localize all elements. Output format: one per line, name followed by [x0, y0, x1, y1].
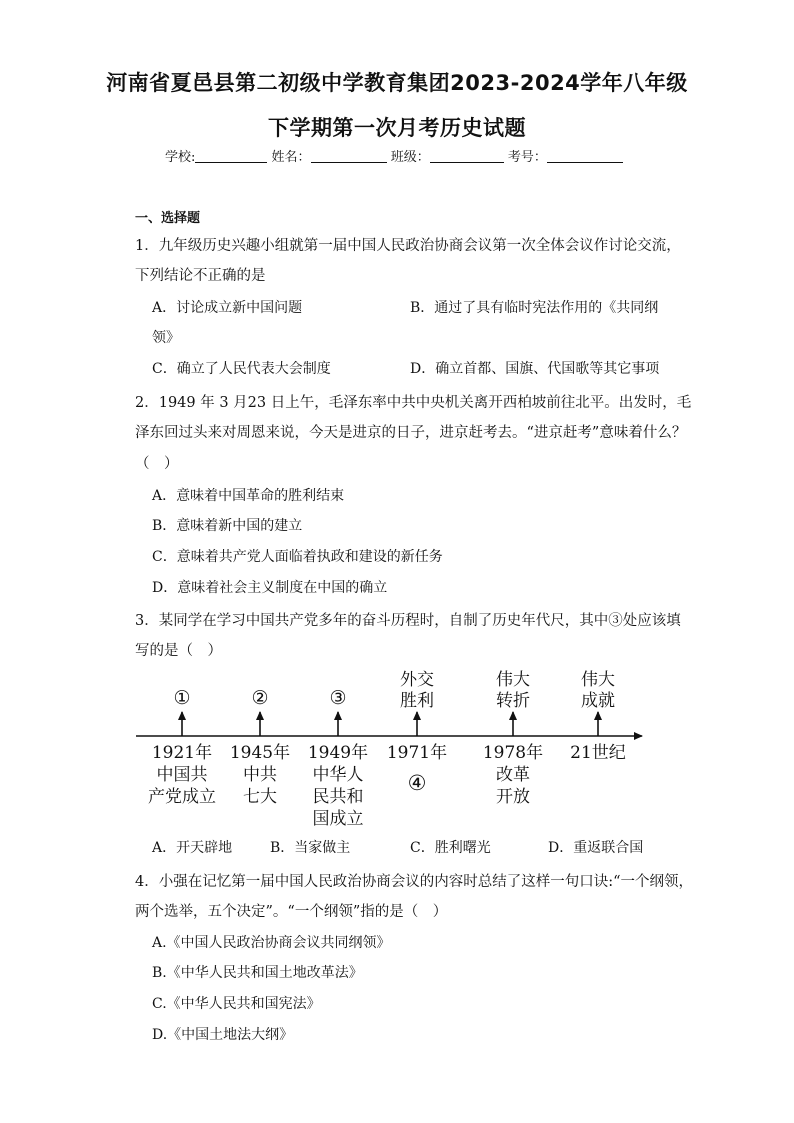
- timeline-marker-4: ④: [407, 771, 427, 795]
- school-label: 学校:: [165, 150, 196, 165]
- timeline-marker-2: ②: [251, 687, 269, 709]
- q1-stem-line1: 1．九年级历史兴趣小组就第一届中国人民政治协商会议第一次全体会议作讨论交流，: [135, 238, 681, 254]
- timeline-year-1971: 1971年: [386, 743, 448, 763]
- class-label: 班级：: [390, 150, 430, 165]
- q1-option-b[interactable]: B．通过了具有临时宪法作用的《共同纲: [410, 300, 659, 316]
- timeline-sub-1b: 产党成立: [148, 787, 216, 807]
- q4-option-b[interactable]: B.《中华人民共和国土地改革法》: [152, 965, 363, 981]
- timeline-top-label-1a: 外交: [400, 670, 434, 690]
- timeline-year-1978: 1978年: [482, 743, 544, 763]
- q4-stem-line2: 两个选举，五个决定”。“一个纲领”指的是（ ）: [135, 904, 448, 920]
- title-line-1: 河南省夏邑县第二初级中学教育集团2023-2024学年八年级: [106, 71, 688, 95]
- timeline-sub-2b: 七大: [243, 787, 277, 807]
- history-timeline: [130, 660, 650, 830]
- timeline-sub-1a: 中国共: [156, 765, 208, 785]
- q4-option-a[interactable]: A.《中国人民政治协商会议共同纲领》: [152, 935, 391, 951]
- q2-option-a[interactable]: A．意味着中国革命的胜利结束: [152, 488, 345, 504]
- class-blank[interactable]: [430, 148, 504, 163]
- timeline-sub-5b: 开放: [496, 787, 530, 807]
- timeline-sub-3a: 中华人: [312, 765, 364, 785]
- q3-option-d[interactable]: D．重返联合国: [548, 840, 644, 856]
- q2-stem-line1: 2．1949 年 3 月23 日上午，毛泽东率中共中央机关离开西柏坡前往北平。出发时，毛: [135, 395, 692, 411]
- section-heading: 一、选择题: [135, 211, 201, 226]
- timeline-top-label-3a: 伟大: [581, 670, 615, 690]
- q2-option-d[interactable]: D．意味着社会主义制度在中国的确立: [152, 580, 388, 596]
- q1-option-a[interactable]: A．讨论成立新中国问题: [152, 300, 303, 316]
- q2-stem-line3: （ ）: [135, 456, 179, 472]
- timeline-year-21c: 21世纪: [570, 743, 626, 763]
- q2-option-b[interactable]: B．意味着新中国的建立: [152, 518, 303, 534]
- q4-option-c[interactable]: C.《中华人民共和国宪法》: [152, 996, 321, 1012]
- q3-option-a[interactable]: A．开天辟地: [152, 840, 233, 856]
- student-info-row: [165, 146, 623, 165]
- timeline-top-label-3b: 成就: [581, 691, 615, 711]
- timeline-top-label-2a: 伟大: [496, 670, 530, 690]
- q3-option-c[interactable]: C．胜利曙光: [410, 840, 491, 856]
- q3-stem-line1: 3．某同学在学习中国共产党多年的奋斗历程时，自制了历史年代尺，其中③处应该填: [135, 613, 681, 629]
- timeline-year-1945: 1945年: [229, 743, 291, 763]
- timeline-top-label-2b: 转折: [496, 691, 530, 711]
- q1-option-b-cont: 领》: [152, 330, 180, 346]
- school-blank[interactable]: [195, 148, 267, 163]
- name-blank[interactable]: [311, 148, 387, 163]
- q3-stem-line2: 写的是（ ）: [135, 643, 222, 659]
- name-label: 姓名：: [271, 150, 311, 165]
- timeline-sub-3b: 民共和: [312, 787, 364, 807]
- q4-option-d[interactable]: D.《中国土地法大纲》: [152, 1027, 294, 1043]
- timeline-sub-2a: 中共: [243, 765, 277, 785]
- q2-option-c[interactable]: C．意味着共产党人面临着执政和建设的新任务: [152, 549, 443, 565]
- timeline-top-label-1b: 胜利: [400, 691, 434, 711]
- timeline-year-1921: 1921年: [151, 743, 213, 763]
- q1-stem-line2: 下列结论不正确的是: [135, 268, 266, 284]
- timeline-sub-5a: 改革: [496, 765, 530, 785]
- timeline-marker-1: ①: [173, 687, 191, 709]
- q3-option-b[interactable]: B．当家做主: [270, 840, 351, 856]
- q1-option-d[interactable]: D．确立首都、国旗、代国歌等其它事项: [410, 361, 660, 377]
- timeline-sub-3c: 国成立: [312, 809, 364, 829]
- q4-stem-line1: 4．小强在记忆第一届中国人民政治协商会议的内容时总结了这样一句口诀:“一个纲领，: [135, 874, 694, 890]
- exam-no-label: 考号：: [507, 150, 547, 165]
- title-line-2: 下学期第一次月考历史试题: [268, 116, 526, 140]
- q2-stem-line2: 泽东回过头来对周恩来说，今天是进京的日子，进京赶考去。“进京赶考”意味着什么？: [135, 425, 687, 441]
- q1-option-c[interactable]: C．确立了人民代表大会制度: [152, 361, 331, 377]
- timeline-marker-3: ③: [329, 687, 347, 709]
- exam-no-blank[interactable]: [547, 148, 623, 163]
- timeline-year-1949: 1949年: [307, 743, 369, 763]
